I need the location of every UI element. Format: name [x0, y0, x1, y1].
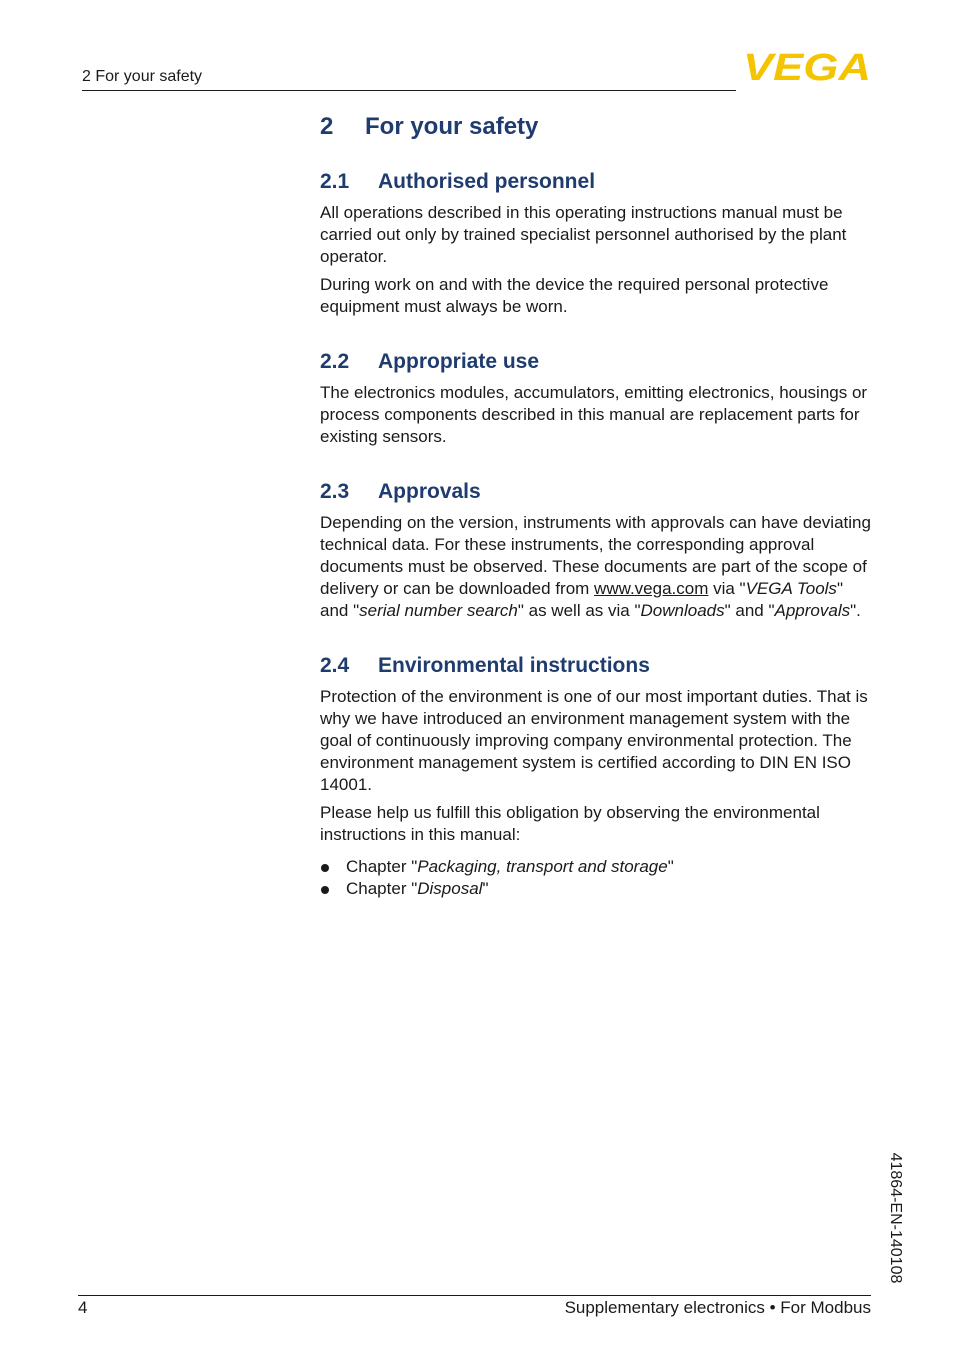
paragraph: Please help us fulfill this obligation by observing the environmental instructions in this manual:	[320, 803, 820, 844]
document-id: 41864-EN-140108	[887, 1152, 904, 1284]
text-fragment: " and "	[320, 579, 843, 620]
vega-logo-text: VEGA	[743, 50, 871, 84]
section-title: Environmental instructions	[378, 654, 650, 677]
page-content	[320, 108, 872, 930]
section-approvals	[320, 478, 872, 622]
vega-logo	[742, 50, 872, 84]
section-heading	[320, 652, 872, 680]
vega-website-link[interactable]: www.vega.com	[594, 579, 709, 598]
paragraph: Protection of the environment is one of our most important duties. That is why we have introduced an environment management system with the goal of continuously improving company environmental protection. The environment management system is certified according to DIN EN ISO 14001.	[320, 687, 868, 794]
text-fragment: via "	[708, 579, 746, 598]
chapter-title: For your safety	[365, 113, 539, 140]
footer-rule	[78, 1295, 871, 1296]
section-heading	[320, 348, 872, 376]
text-fragment: " and "	[724, 601, 775, 620]
chapter-heading	[320, 108, 872, 146]
italic-term: Disposal	[417, 879, 483, 898]
italic-term: Packaging, transport and storage	[417, 857, 668, 876]
paragraph: All operations described in this operating instructions manual must be carried out only by trained specialist personnel authorised by the plant operator.	[320, 203, 847, 266]
bullet-icon	[321, 886, 329, 894]
italic-term: Approvals	[774, 601, 851, 620]
section-heading	[320, 478, 872, 506]
italic-term: VEGA Tools	[745, 579, 837, 598]
section-authorised-personnel	[320, 168, 872, 318]
section-title: Approvals	[378, 480, 481, 503]
text-fragment: Chapter "	[346, 879, 418, 898]
page-number: 4	[78, 1298, 88, 1317]
footer-title: Supplementary electronics • For Modbus	[564, 1298, 871, 1317]
section-number: 2.2	[320, 350, 350, 373]
paragraph: The electronics modules, accumulators, emitting electronics, housings or process components described in this manual are replacement parts for existing sensors.	[320, 383, 868, 446]
text-fragment: "	[667, 857, 674, 876]
section-title: Authorised personnel	[378, 170, 596, 193]
text-fragment: " as well as via "	[517, 601, 641, 620]
header-rule	[82, 90, 736, 91]
running-head: 2 For your safety	[82, 68, 203, 85]
italic-term: Downloads	[640, 601, 725, 620]
list-item	[320, 878, 872, 900]
paragraph: During work on and with the device the required personal protective equipment must always be worn.	[320, 275, 829, 316]
text-fragment: ".	[850, 601, 861, 620]
italic-term: serial number search	[359, 601, 518, 620]
text-fragment: Chapter "	[346, 857, 418, 876]
bullet-icon	[321, 864, 329, 872]
section-appropriate-use	[320, 348, 872, 448]
section-heading	[320, 168, 872, 196]
paragraph	[320, 512, 872, 622]
list-item	[320, 856, 872, 878]
text-fragment: "	[482, 879, 489, 898]
section-number: 2.4	[320, 654, 350, 677]
chapter-number: 2	[320, 113, 334, 140]
bullet-list	[320, 856, 872, 900]
section-title: Appropriate use	[378, 350, 540, 373]
section-number: 2.3	[320, 480, 350, 503]
approvals-text: Depending on the version, instruments with approvals can have deviating technical data. For these instruments, the corresponding approval documents must be observed. These documents are part of the scope of delivery or can be downloaded from	[320, 513, 871, 598]
section-number: 2.1	[320, 170, 350, 193]
section-environmental-instructions	[320, 652, 872, 900]
